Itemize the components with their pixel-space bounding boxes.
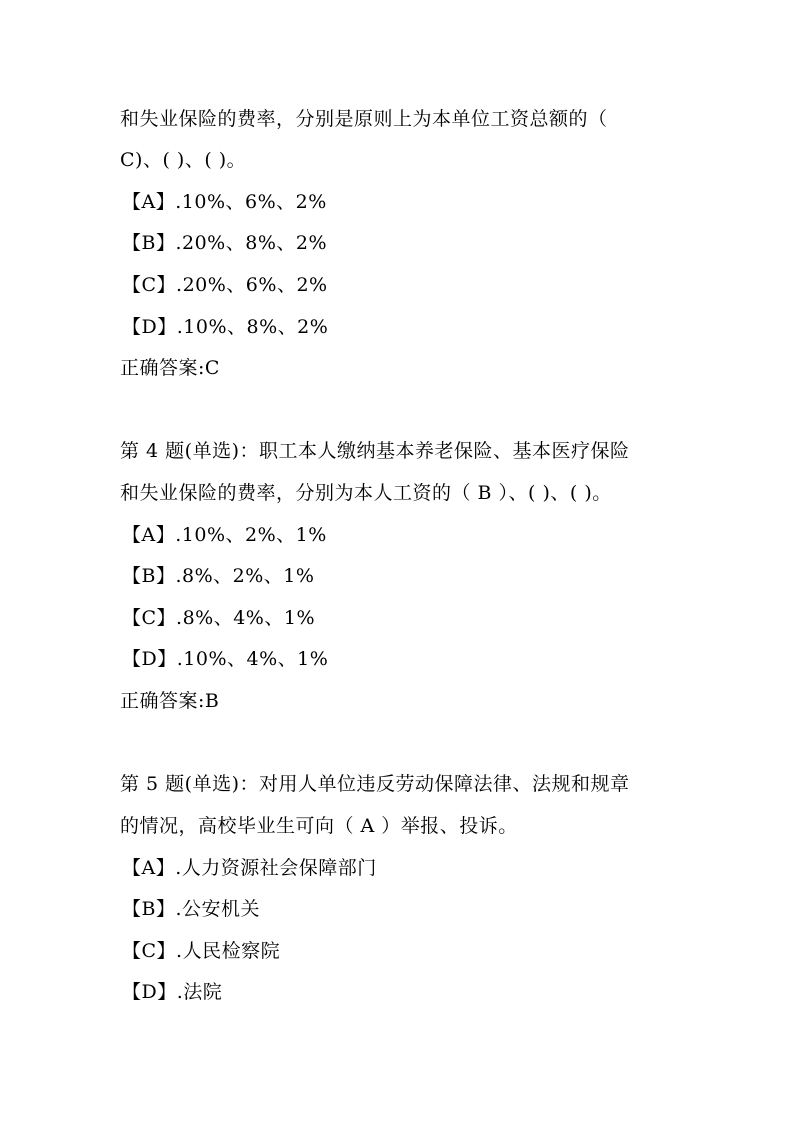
q3-option-a: 【A】.10%、6%、2% [122,191,327,213]
q4-option-d: 【D】.10%、4%、1% [122,648,329,670]
q5-stem-line-1: 第 5 题(单选)：对用人单位违反劳动保障法律、法规和规章 [120,773,630,795]
q5-stem-line-2: 的情况，高校毕业生可向（ A ）举报、投诉。 [120,815,518,837]
q5-option-b: 【B】.公安机关 [122,898,261,920]
q4-answer: 正确答案:B [120,690,220,712]
q3-stem-line-1: 和失业保险的费率，分别是原则上为本单位工资总额的（ [120,108,608,130]
q3-stem-line-2: C)、( )、( )。 [120,149,247,171]
q3-option-d: 【D】.10%、8%、2% [122,316,329,338]
q3-option-b: 【B】.20%、8%、2% [122,232,328,254]
q4-option-a: 【A】.10%、2%、1% [122,524,327,546]
q4-option-b: 【B】.8%、2%、1% [122,565,315,587]
q5-option-a: 【A】.人力资源社会保障部门 [122,857,377,879]
q5-option-d: 【D】.法院 [122,981,223,1003]
q3-option-c: 【C】.20%、6%、2% [122,274,328,296]
q4-stem-line-1: 第 4 题(单选)：职工本人缴纳基本养老保险、基本医疗保险 [120,440,630,462]
q3-answer: 正确答案:C [120,357,220,379]
q4-stem-line-2: 和失业保险的费率，分别为本人工资的（ B ）、( )、( )。 [120,482,612,504]
q5-option-c: 【C】.人民检察院 [122,940,281,962]
q4-option-c: 【C】.8%、4%、1% [122,607,316,629]
